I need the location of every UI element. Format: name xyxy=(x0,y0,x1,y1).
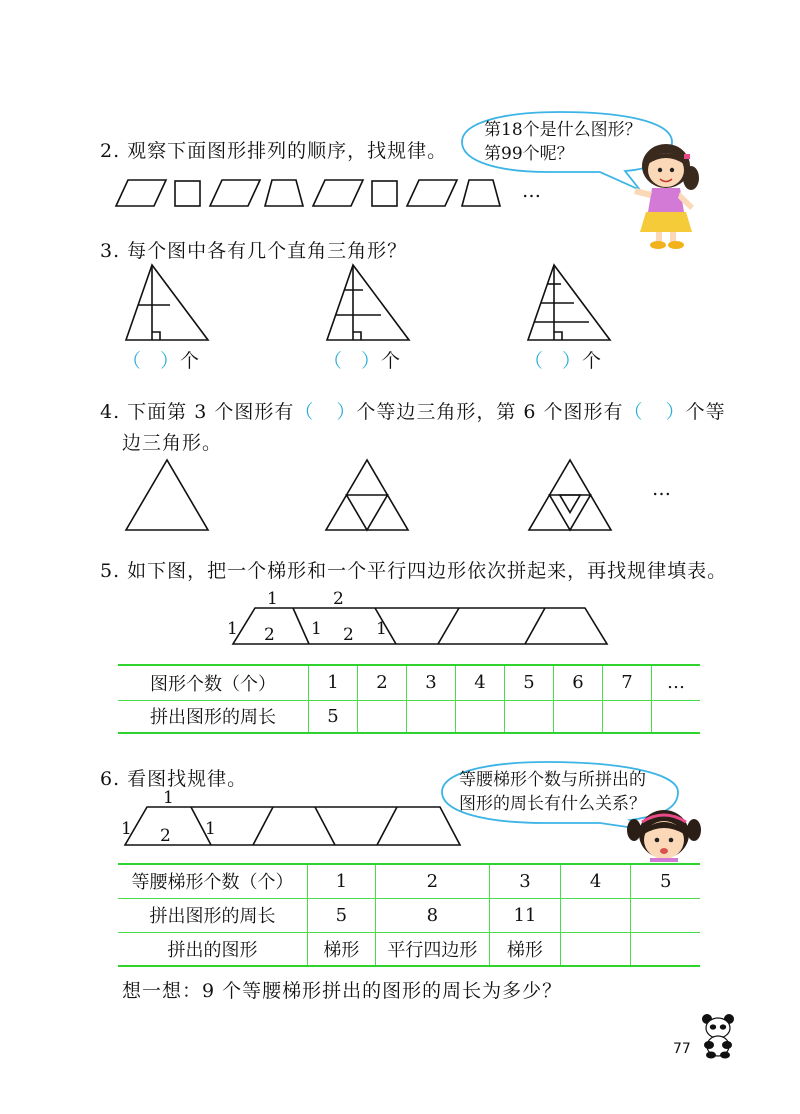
q4-ellipsis: … xyxy=(652,478,672,500)
page-number: 77 xyxy=(673,1041,691,1057)
q5-table-row-perimeter: 拼出图形的周长 5 xyxy=(118,700,700,733)
q5-label-bottom-2: 2 xyxy=(343,625,354,645)
q4-line1: 4. 下面第 3 个图形有（ ）个等边三角形，第 6 个图形有（ ）个等 xyxy=(100,401,726,423)
q3-title: 3. 每个图中各有几个直角三角形？ xyxy=(100,240,408,262)
q6-label-top: 1 xyxy=(163,788,174,808)
q6-row1-header: 等腰梯形个数（个） xyxy=(118,864,308,898)
q3-answer-2[interactable]: （ ）个 xyxy=(323,350,402,372)
q2-ellipsis: … xyxy=(522,180,542,202)
q4-blank-1[interactable]: （ ） xyxy=(294,401,357,423)
q5-table-row-count: 图形个数（个） 1 2 3 4 5 6 7 … xyxy=(118,665,700,700)
q6-table-row-shape: 拼出的图形 梯形 平行四边形 梯形 xyxy=(118,932,700,966)
q6-bubble-line1: 等腰梯形个数与所拼出的 xyxy=(459,770,646,790)
q5-label-top-2: 2 xyxy=(333,589,344,609)
q6-bubble-line2: 图形的周长有什么关系？ xyxy=(459,794,646,814)
q2-title: 2. 观察下面图形排列的顺序，找规律。 xyxy=(100,140,448,162)
q5-row2-header: 拼出图形的周长 xyxy=(118,700,309,733)
q4-blank-2[interactable]: （ ） xyxy=(623,401,686,423)
q6-title: 6. 看图找规律。 xyxy=(100,768,248,790)
q5-label-top-1: 1 xyxy=(267,589,278,609)
q6-row2-header: 拼出图形的周长 xyxy=(118,898,308,932)
q5-label-side-1: 1 xyxy=(227,619,238,639)
q5-row1-header: 图形个数（个） xyxy=(118,665,309,700)
q2-bubble-line2: 第99个呢？ xyxy=(484,144,574,164)
q2-bubble-line1: 第18个是什么图形？ xyxy=(484,120,642,140)
q3-answer-3[interactable]: （ ）个 xyxy=(524,350,603,372)
q6-row3-header: 拼出的图形 xyxy=(118,932,308,966)
q5-label-slant-2: 1 xyxy=(376,619,387,639)
q6-think: 想一想：9 个等腰梯形拼出的图形的周长为多少？ xyxy=(122,980,563,1002)
q6-label-bottom: 2 xyxy=(160,826,171,846)
q5-label-slant-1: 1 xyxy=(311,619,322,639)
q5-label-bottom-1: 2 xyxy=(264,625,275,645)
q6-table-row-count: 等腰梯形个数（个） 1 2 3 4 5 xyxy=(118,864,700,898)
q6-label-side: 1 xyxy=(121,819,132,839)
q5-title: 5. 如下图，把一个梯形和一个平行四边形依次拼起来，再找规律填表。 xyxy=(100,560,728,582)
q6-table-row-perimeter: 拼出图形的周长 5 8 11 xyxy=(118,898,700,932)
q4-line2: 边三角形。 xyxy=(122,432,223,454)
q3-answer-1[interactable]: （ ）个 xyxy=(122,350,201,372)
q6-label-slant: 1 xyxy=(205,819,216,839)
